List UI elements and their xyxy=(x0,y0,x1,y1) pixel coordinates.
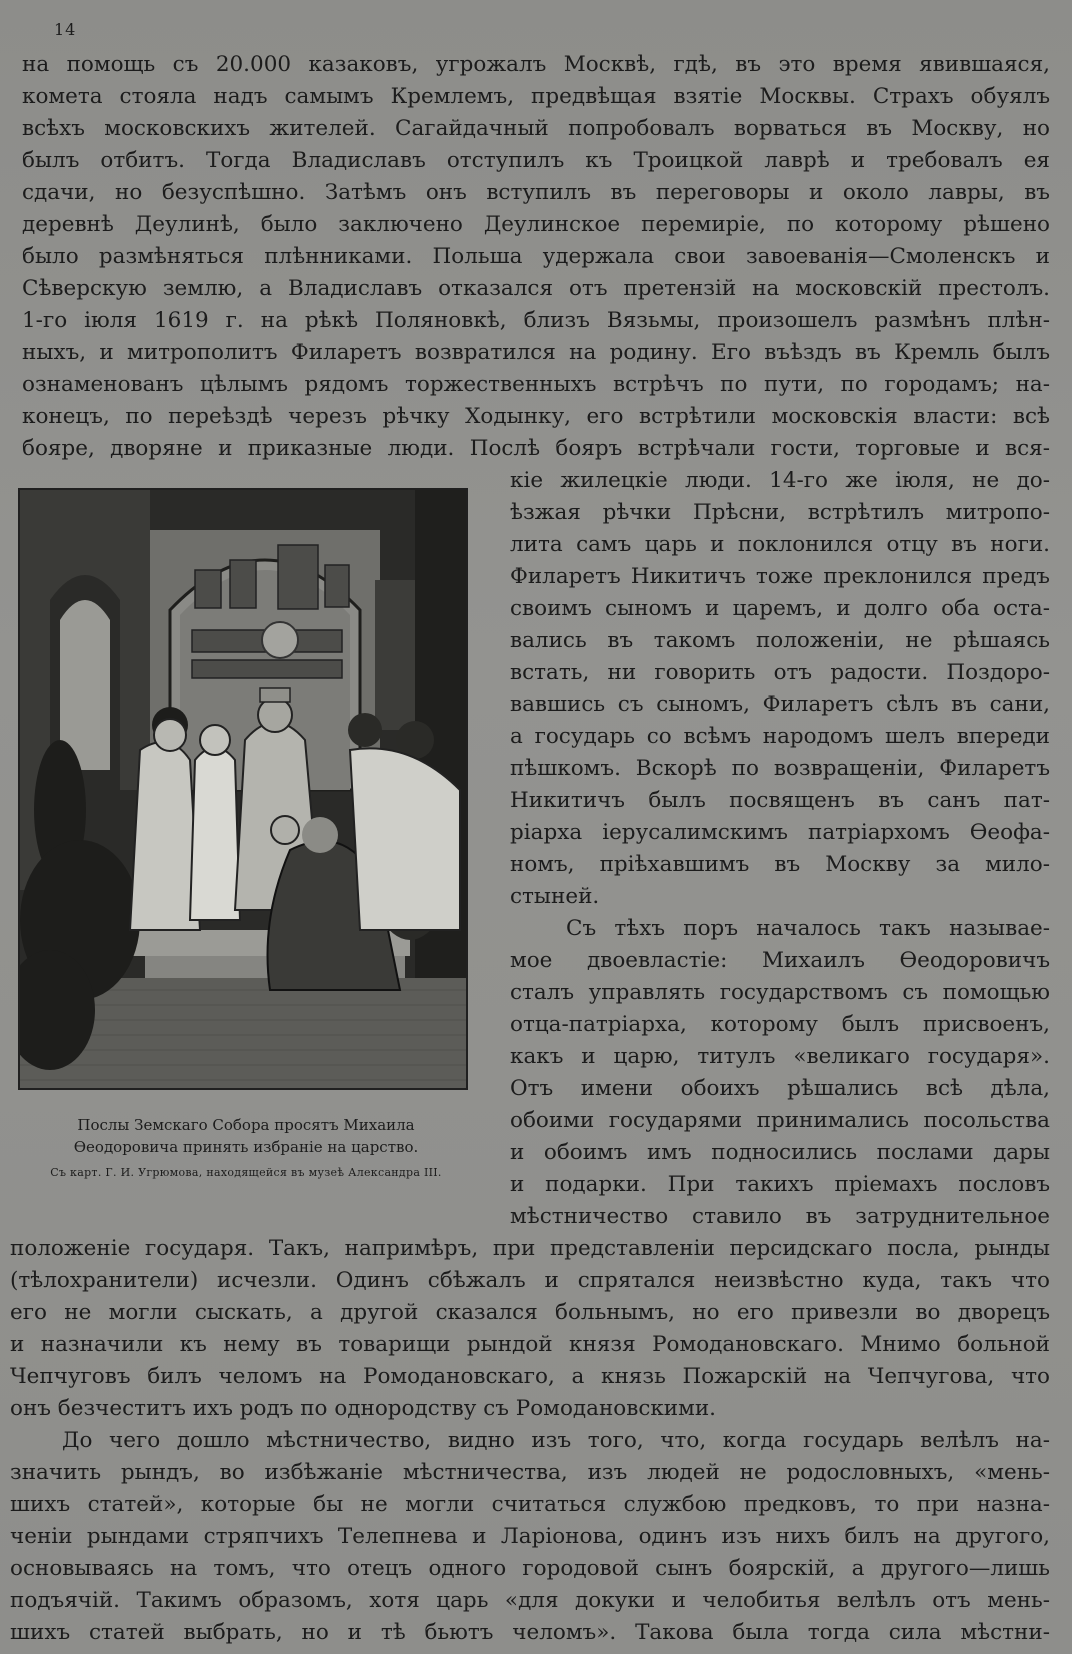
text-line: какъ и царю, титулъ «великаго государя». xyxy=(510,1044,1050,1069)
figure-credit: Съ карт. Г. И. Угрюмова, находящейся въ музеѣ Александра III. xyxy=(50,1166,442,1179)
text-line: своимъ сыномъ и царемъ, и долго оба оста- xyxy=(510,596,1050,621)
engraving-illustration xyxy=(18,488,468,1090)
text-line: бояре, дворяне и приказные люди. Послѣ бояръ встрѣчали гости, торговые и вся- xyxy=(22,436,1050,461)
text-line: кіе жилецкіе люди. 14-го же іюля, не до- xyxy=(510,468,1050,493)
text-line: положеніе государя. Такъ, напримѣръ, при представленіи персидскаго посла, рынды xyxy=(10,1236,1050,1261)
text-line: его не могли сыскать, а другой сказался больнымъ, но его привезли во дворецъ xyxy=(10,1300,1050,1325)
text-line: шихъ статей», которые бы не могли считаться службою предковъ, то при назна- xyxy=(10,1492,1050,1517)
text-line: основываясь на томъ, что отецъ одного городовой сынъ боярскій, а другого—лишь xyxy=(10,1556,1050,1581)
text-line: обоими государями принимались посольства xyxy=(510,1108,1050,1133)
text-line: Никитичъ былъ посвященъ въ санъ пат- xyxy=(510,788,1050,813)
text-line: 1-го іюля 1619 г. на рѣкѣ Поляновкѣ, близъ Вязьмы, произошелъ размѣнъ плѣн- xyxy=(22,308,1050,333)
text-line: вались въ такомъ положеніи, не рѣшаясь xyxy=(510,628,1050,653)
text-line: (тѣлохранители) исчезли. Одинъ сбѣжалъ и спрятался неизвѣстно куда, такъ что xyxy=(10,1268,1050,1293)
text-line: стыней. xyxy=(510,884,600,909)
figure-caption-line-1: Послы Земскаго Собора просятъ Михаила xyxy=(77,1116,415,1134)
text-line: сталъ управлять государствомъ съ помощью xyxy=(510,980,1050,1005)
text-line: номъ, пріѣхавшимъ въ Москву за мило- xyxy=(510,852,1050,877)
text-line: деревнѣ Деулинѣ, было заключено Деулинское перемиріе, по которому рѣшено xyxy=(22,212,1050,237)
text-line: всѣхъ московскихъ жителей. Сагайдачный попробовалъ ворваться въ Москву, но xyxy=(22,116,1050,141)
paragraph-first-line: Съ тѣхъ поръ началось такъ называе- xyxy=(566,916,1050,941)
text-line: сдачи, но безуспѣшно. Затѣмъ онъ вступилъ въ переговоры и около лавры, въ xyxy=(22,180,1050,205)
text-line: Чепчуговъ билъ челомъ на Ромодановскаго, а князь Пожарскій на Чепчугова, что xyxy=(10,1364,1050,1389)
text-line: Отъ имени обоихъ рѣшались всѣ дѣла, xyxy=(510,1076,1050,1101)
text-line: было размѣняться плѣнниками. Польша удержала свои завоеванія—Смоленскъ и xyxy=(22,244,1050,269)
text-line: подъячій. Такимъ образомъ, хотя царь «для докуки и челобитья велѣлъ отъ мень- xyxy=(10,1588,1050,1613)
text-line: отца-патріарха, которому былъ присвоенъ, xyxy=(510,1012,1050,1037)
text-line: ознаменованъ цѣлымъ рядомъ торжественныхъ встрѣчъ по пути, по городамъ; на- xyxy=(22,372,1050,397)
text-line: лита самъ царь и поклонился отцу въ ноги. xyxy=(510,532,1050,557)
text-line: онъ безчеститъ ихъ родъ по однородству съ Ромодановскими. xyxy=(10,1396,717,1421)
text-line: ріарха іерусалимскимъ патріархомъ Ѳеофа- xyxy=(510,820,1050,845)
text-line: ныхъ, и митрополитъ Филаретъ возвратился на родину. Его въѣздъ въ Кремль былъ xyxy=(22,340,1050,365)
text-line: значить рындъ, во избѣжаніе мѣстничества, изъ людей не родословныхъ, «мень- xyxy=(10,1460,1050,1485)
text-line: на помощь съ 20.000 казаковъ, угрожалъ Москвѣ, гдѣ, въ это время явившаяся, xyxy=(22,52,1050,77)
text-line: Сѣверскую землю, а Владиславъ отказался отъ претензій на московскій престолъ. xyxy=(22,276,1050,301)
text-line: и назначили къ нему въ товарищи рындой князя Ромодановскаго. Мнимо больной xyxy=(10,1332,1050,1357)
text-line: комета стояла надъ самымъ Кремлемъ, предвѣщая взятіе Москвы. Страхъ обуялъ xyxy=(22,84,1050,109)
text-line: вавшись съ сыномъ, Филаретъ сѣлъ въ сани, xyxy=(510,692,1050,717)
text-line: Филаретъ Никитичъ тоже преклонился предъ xyxy=(510,564,1050,589)
text-line: былъ отбитъ. Тогда Владиславъ отступилъ къ Троицкой лаврѣ и требовалъ ея xyxy=(22,148,1050,173)
text-line: и подарки. При такихъ пріемахъ пословъ xyxy=(510,1172,1050,1197)
engraving-icon xyxy=(20,490,466,1088)
text-line: ѣзжая рѣчки Прѣсни, встрѣтилъ митропо- xyxy=(510,500,1050,525)
text-line: ченіи рындами стряпчихъ Телепнева и Ларіонова, одинъ изъ нихъ билъ на другого, xyxy=(10,1524,1050,1549)
text-line: и обоимъ имъ подносились послами дары xyxy=(510,1140,1050,1165)
page-number: 14 xyxy=(54,20,77,39)
figure-caption-line-2: Ѳеодоровича принять избраніе на царство. xyxy=(73,1138,419,1156)
text-line: а государь со всѣмъ народомъ шелъ впереди xyxy=(510,724,1050,749)
text-line: шихъ статей выбрать, но и тѣ бьютъ челомъ». Такова была тогда сила мѣстни- xyxy=(10,1620,1050,1645)
text-line: встать, ни говорить отъ радости. Поздоро- xyxy=(510,660,1050,685)
text-line: мѣстничество ставило въ затруднительное xyxy=(510,1204,1050,1229)
text-line: мое двоевластіе: Михаилъ Ѳеодоровичъ xyxy=(510,948,1050,973)
text-line: пѣшкомъ. Вскорѣ по возвращеніи, Филаретъ xyxy=(510,756,1050,781)
text-line: конецъ, по переѣздѣ черезъ рѣчку Ходынку, его встрѣтили московскія власти: всѣ xyxy=(22,404,1050,429)
paragraph-first-line: До чего дошло мѣстничество, видно изъ того, что, когда государь велѣлъ на- xyxy=(62,1428,1050,1453)
